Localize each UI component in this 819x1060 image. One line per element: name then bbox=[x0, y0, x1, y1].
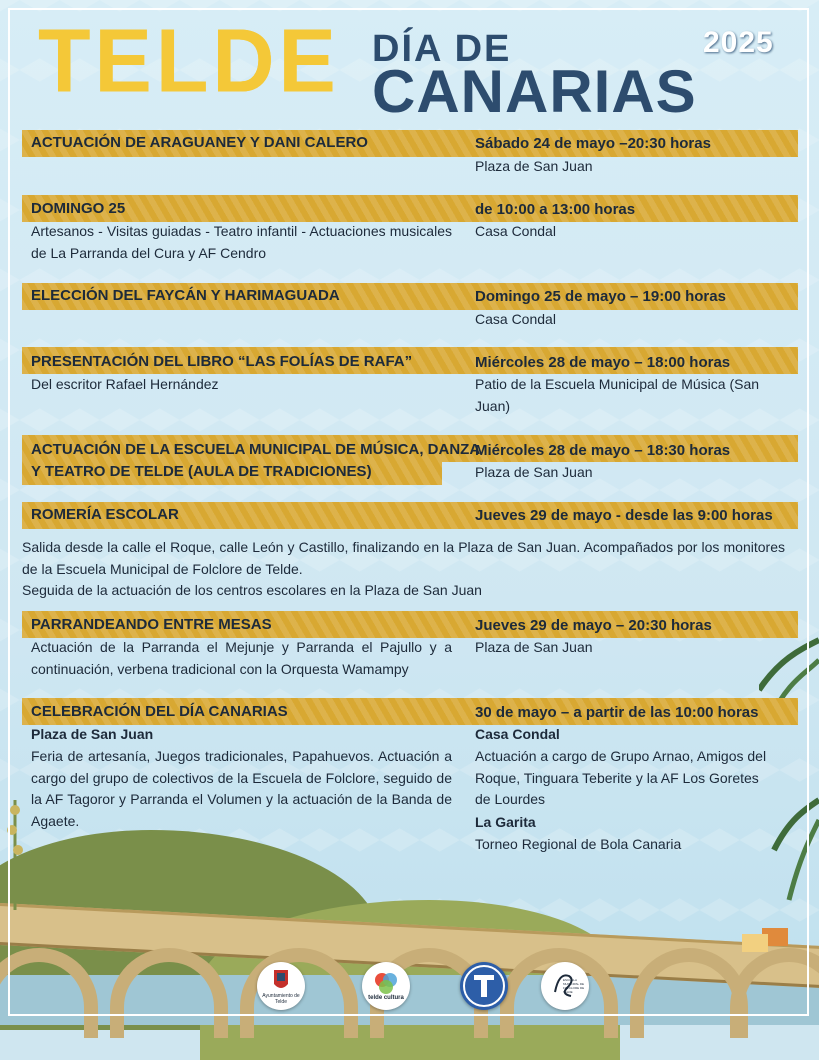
event-description-right-1: Actuación a cargo de Grupo Arnao, Amigos del Roque, Tinguara Teberite y la AF Los Goretes de Lourdes bbox=[475, 748, 767, 807]
event-place-right-2: La Garita bbox=[475, 814, 536, 830]
event-description: Artesanos - Visitas guiadas - Teatro infantil - Actuaciones musicales de La Parranda del Cura y AF Cendro bbox=[31, 223, 452, 261]
ayuntamiento-logo-text: Ayuntamiento de Telde bbox=[262, 993, 300, 1005]
event-description-left: Feria de artesanía, Juegos tradicionales, Papahuevos. Actuación a cargo del grupo de colectivos de la Escuela de Folclore, seguido de la AF Tagoror y Parranda el Volumen y la actuación de la Banda de Agaete. bbox=[31, 748, 452, 829]
folclore-school-logo bbox=[541, 962, 589, 1010]
event-time: Miércoles 28 de mayo – 18:30 horas bbox=[475, 442, 731, 459]
event-title: CELEBRACIÓN DEL DÍA CANARIAS bbox=[31, 703, 288, 720]
event-title-line1: ACTUACIÓN DE LA ESCUELA MUNICIPAL DE MÚSICA, DANZA bbox=[31, 441, 481, 458]
event-title: DOMINGO 25 bbox=[31, 200, 126, 217]
event-time: de 10:00 a 13:00 horas bbox=[475, 201, 636, 218]
event-bar bbox=[22, 195, 798, 222]
event-description: Del escritor Rafael Hernández bbox=[31, 376, 219, 392]
event-place: Plaza de San Juan bbox=[475, 639, 593, 655]
title-dia-de: DÍA DE bbox=[372, 28, 512, 70]
event-title: PRESENTACIÓN DEL LIBRO “LAS FOLÍAS DE RAFA” bbox=[31, 353, 413, 370]
event-place: Plaza de San Juan bbox=[475, 464, 593, 480]
event-place-left: Plaza de San Juan bbox=[31, 726, 154, 742]
event-description: Salida desde la calle el Roque, calle León y Castillo, finalizando en la Plaza de San Juan. Acompañados por los monitores de la Escuela Municipal de Folclore de Telde. bbox=[22, 539, 785, 577]
event-place: Plaza de San Juan bbox=[475, 158, 593, 174]
event-title: PARRANDEANDO ENTRE MESAS bbox=[31, 616, 272, 633]
telde-cultura-logo-text: telde cultura bbox=[368, 995, 404, 1001]
title-telde: TELDE bbox=[38, 10, 340, 112]
event-time: Sábado 24 de mayo –20:30 horas bbox=[475, 135, 711, 152]
event-title: ELECCIÓN DEL FAYCÁN Y HARIMAGUADA bbox=[31, 287, 340, 304]
event-place: Patio de la Escuela Municipal de Música (San Juan) bbox=[475, 376, 760, 414]
title-year: 2025 bbox=[703, 26, 774, 59]
event-time: Jueves 29 de mayo - desde las 9:00 horas bbox=[475, 507, 773, 524]
telde-cultura-logo bbox=[362, 962, 410, 1010]
event-time: Domingo 25 de mayo – 19:00 horas bbox=[475, 288, 726, 305]
event-time: Miércoles 28 de mayo – 18:00 horas bbox=[475, 354, 731, 371]
telde-cultura-icon bbox=[362, 962, 410, 1010]
event-title: ACTUACIÓN DE ARAGUANEY Y DANI CALERO bbox=[31, 134, 368, 151]
event-time: Jueves 29 de mayo – 20:30 horas bbox=[475, 617, 712, 634]
title-canarias: CANARIAS bbox=[372, 58, 697, 125]
event-place: Casa Condal bbox=[475, 311, 556, 327]
event-description-right-2: Torneo Regional de Bola Canaria bbox=[475, 836, 682, 852]
event-description: Actuación de la Parranda el Mejunje y Parranda el Pajullo y a continuación, verbena tradicional con la Orquesta Wamampy bbox=[31, 639, 452, 677]
event-title-line2: Y TEATRO DE TELDE (AULA DE TRADICIONES) bbox=[31, 463, 372, 480]
event-place-right-1: Casa Condal bbox=[475, 726, 560, 742]
event-title: ROMERÍA ESCOLAR bbox=[31, 506, 179, 523]
event-place: Casa Condal bbox=[475, 223, 556, 239]
event-time: 30 de mayo – a partir de las 10:00 horas bbox=[475, 704, 759, 721]
theatre-logo bbox=[460, 962, 508, 1010]
event-description-2: Seguida de la actuación de los centros escolares en la Plaza de San Juan bbox=[22, 582, 482, 598]
folclore-logo-text: ESCUELA MUNICIPAL DE FOLCLORE DE TELDE bbox=[563, 978, 585, 994]
ayuntamiento-logo bbox=[257, 962, 305, 1010]
theatre-t-icon bbox=[460, 962, 508, 1010]
